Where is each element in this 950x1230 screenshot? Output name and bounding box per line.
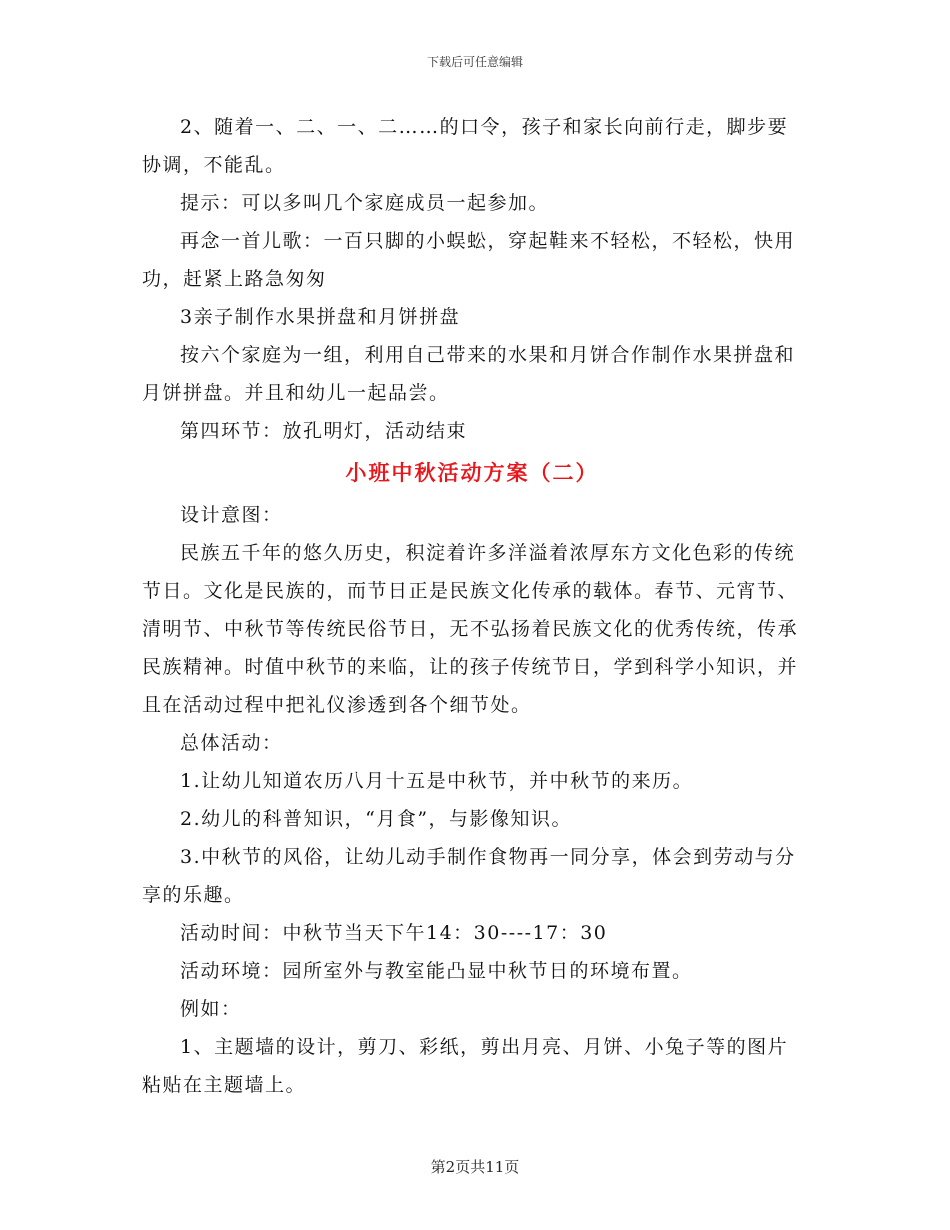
paragraph: 例如： [180,998,242,1020]
section-title: 小班中秋活动方案（二） [345,461,599,485]
paragraph: 按六个家庭为一组，利用自己带来的水果和月饼合作制作水果拼盘和月饼拼盘。并且和幼儿一起品尝。 [142,344,796,404]
list-item: 2.幼儿的科普知识，“月食”，与影像知识。 [180,808,573,830]
page-header: 下载后可任意编辑 [426,55,523,69]
paragraph: 3亲子制作水果拼盘和月饼拼盘 [180,306,461,328]
paragraph: 民族五千年的悠久历史，积淀着许多洋溢着浓厚东方文化色彩的传统节日。文化是民族的，而节日正是民族文化传承的载体。春节、元宵节、清明节、中秋节等传统民俗节日，无不弘扬着民族文化的优秀传统，传承民族精神。时值中秋节的来临，让的孩子传统节日，学到科学小知识，并且在活动过程中把礼仪渗透到各个细节处。 [142,542,799,716]
paragraph: 2、随着一、二、一、二……的口令，孩子和家长向前行走，脚步要协调，不能乱。 [142,116,789,176]
paragraph: 总体活动： [180,732,283,754]
paragraph: 提示：可以多叫几个家庭成员一起参加。 [180,192,550,214]
paragraph: 第四环节：放孔明灯，活动结束 [180,420,468,442]
paragraph: 设计意图： [180,504,283,526]
document-body [142,108,802,1104]
page-footer: 第2页共11页 [430,1158,520,1176]
paragraph: 1、主题墙的设计，剪刀、彩纸，剪出月亮、月饼、小兔子等的图片粘贴在主题墙上。 [142,1036,789,1096]
list-item: 1.让幼儿知道农历八月十五是中秋节，并中秋节的来历。 [180,770,694,792]
paragraph: 活动时间：中秋节当天下午14：30----17：30 [180,922,608,944]
paragraph: 再念一首儿歌：一百只脚的小蜈蚣，穿起鞋来不轻松，不轻松，快用功，赶紧上路急匆匆 [142,230,796,290]
list-item: 3.中秋节的风俗，让幼儿动手制作食物再一同分享，体会到劳动与分享的乐趣。 [142,846,796,906]
paragraph: 活动环境：园所室外与教室能凸显中秋节日的环境布置。 [180,960,693,982]
